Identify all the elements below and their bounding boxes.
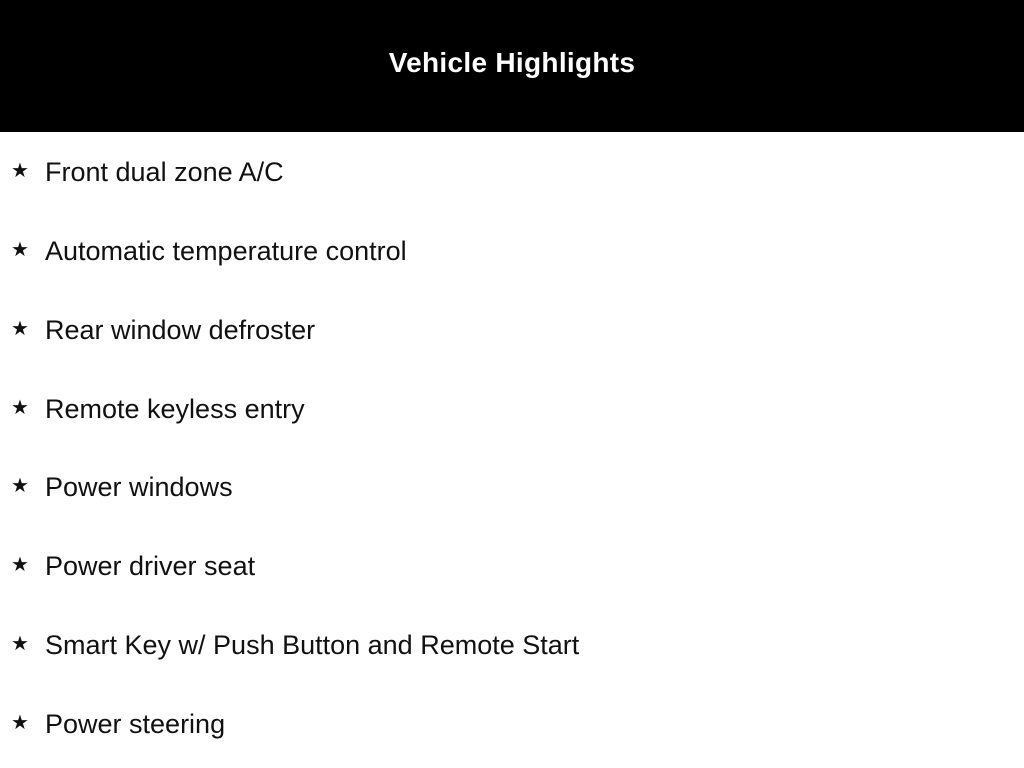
page-header [0, 0, 1024, 132]
highlight-label: Front dual zone A/C [45, 157, 284, 187]
star-icon: ★ [11, 710, 29, 734]
star-icon: ★ [11, 237, 29, 261]
highlight-label: Power windows [45, 472, 233, 502]
star-icon: ★ [11, 631, 29, 655]
star-icon: ★ [11, 473, 29, 497]
star-icon: ★ [11, 316, 29, 340]
star-icon: ★ [11, 158, 29, 182]
star-icon: ★ [11, 395, 29, 419]
highlight-label: Rear window defroster [45, 315, 316, 345]
highlight-label: Automatic temperature control [45, 236, 407, 266]
highlight-label: Power steering [45, 709, 226, 739]
highlight-label: Remote keyless entry [45, 394, 305, 424]
highlight-label: Smart Key w/ Push Button and Remote Start [45, 630, 580, 660]
star-icon: ★ [11, 552, 29, 576]
highlight-label: Power driver seat [45, 551, 256, 581]
page-title: Vehicle Highlights [388, 47, 636, 78]
